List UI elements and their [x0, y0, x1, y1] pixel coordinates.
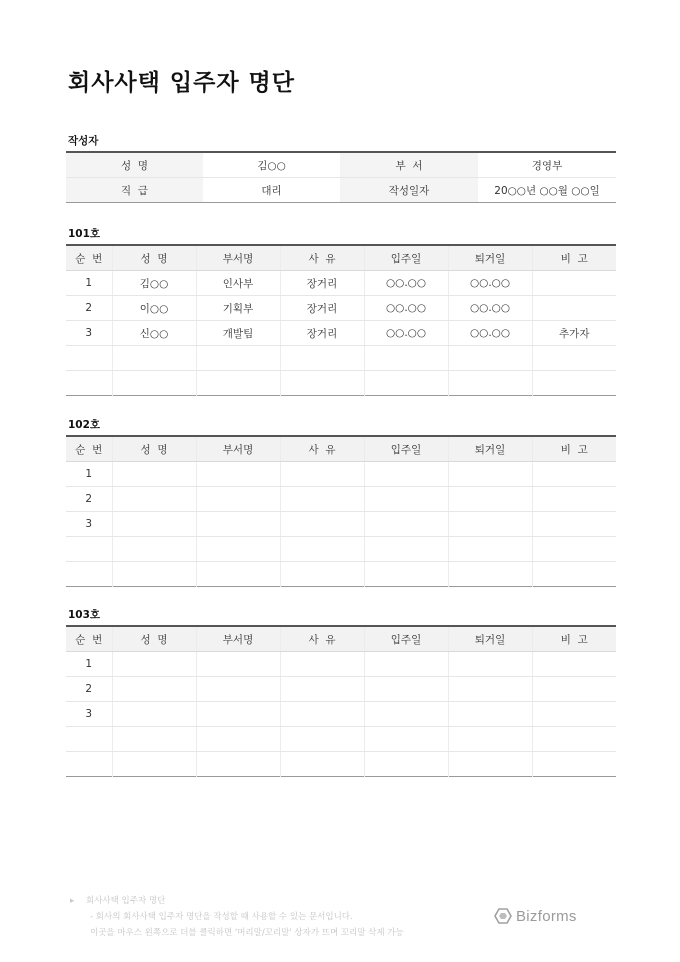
table-cell [196, 462, 280, 487]
table-cell [364, 371, 448, 396]
column-header: 퇴거일 [448, 436, 532, 462]
column-header: 퇴거일 [448, 626, 532, 652]
table-cell: 인사부 [196, 271, 280, 296]
table-row [66, 321, 616, 346]
table-cell [112, 702, 196, 727]
table-row [66, 462, 616, 487]
table-cell [196, 346, 280, 371]
table-cell [448, 487, 532, 512]
table-cell: 3 [66, 512, 112, 537]
table-cell: ○○.○○ [448, 321, 532, 346]
table-cell: 신○○ [112, 321, 196, 346]
table-cell [532, 346, 616, 371]
table-cell [66, 562, 112, 587]
table-cell [532, 752, 616, 777]
page-title: 회사사택 입주자 명단 [68, 70, 295, 96]
table-cell [66, 537, 112, 562]
table-row [66, 652, 616, 677]
table-cell [112, 462, 196, 487]
table-cell [196, 371, 280, 396]
table-cell [448, 652, 532, 677]
table-cell [532, 371, 616, 396]
table-cell [280, 752, 364, 777]
table-cell [280, 512, 364, 537]
table-cell [364, 537, 448, 562]
table-cell: 3 [66, 321, 112, 346]
table-cell [112, 371, 196, 396]
room-header-row [66, 626, 616, 652]
table-row [66, 752, 616, 777]
table-cell [196, 487, 280, 512]
room-label: 102호 [68, 419, 101, 431]
column-header: 순 번 [66, 245, 112, 271]
writer-field-label: 부 서 [340, 152, 478, 178]
column-header: 순 번 [66, 626, 112, 652]
room-table [66, 435, 616, 587]
table-cell [532, 727, 616, 752]
table-cell [448, 371, 532, 396]
table-cell: 김○○ [112, 271, 196, 296]
table-cell: ○○.○○ [448, 271, 532, 296]
column-header: 입주일 [364, 626, 448, 652]
table-row [66, 702, 616, 727]
column-header: 부서명 [196, 245, 280, 271]
footer-line-3: 이곳을 마우스 왼쪽으로 더블 클릭하면 '머리말/꼬리말' 상자가 뜨며 꼬리말 삭제 가능 [90, 928, 404, 938]
table-cell [532, 512, 616, 537]
table-cell [196, 702, 280, 727]
table-cell: ○○.○○ [364, 271, 448, 296]
table-cell [280, 727, 364, 752]
table-row [66, 677, 616, 702]
writer-field-value: 경영부 [478, 152, 616, 178]
table-cell [66, 346, 112, 371]
column-header: 입주일 [364, 436, 448, 462]
table-cell [66, 371, 112, 396]
column-header: 비 고 [532, 436, 616, 462]
column-header: 비 고 [532, 245, 616, 271]
table-cell: 2 [66, 677, 112, 702]
table-cell [196, 537, 280, 562]
table-row [66, 371, 616, 396]
room-table [66, 244, 616, 396]
table-row [66, 512, 616, 537]
writer-field-value: 김○○ [203, 152, 340, 178]
room-table [66, 625, 616, 777]
table-row [66, 487, 616, 512]
table-cell [364, 562, 448, 587]
table-cell [448, 752, 532, 777]
table-cell [532, 537, 616, 562]
table-cell [364, 487, 448, 512]
table-row [66, 727, 616, 752]
table-cell [364, 652, 448, 677]
table-cell: 1 [66, 462, 112, 487]
table-cell: ○○.○○ [448, 296, 532, 321]
table-cell [196, 752, 280, 777]
footer-line-1: ▸ 회사사택 입주자 명단 [70, 893, 404, 909]
column-header: 성 명 [112, 626, 196, 652]
table-cell [66, 727, 112, 752]
writer-field-label: 작성일자 [340, 178, 478, 203]
table-cell [66, 752, 112, 777]
table-row [66, 271, 616, 296]
table-cell [532, 296, 616, 321]
writer-row [66, 178, 616, 203]
table-cell [364, 512, 448, 537]
table-cell [112, 487, 196, 512]
table-cell [112, 512, 196, 537]
table-cell [280, 652, 364, 677]
table-cell [112, 562, 196, 587]
table-cell: 이○○ [112, 296, 196, 321]
table-cell: ○○.○○ [364, 296, 448, 321]
column-header: 부서명 [196, 626, 280, 652]
table-cell: 개발팀 [196, 321, 280, 346]
brand-name: Bizforms [516, 908, 577, 925]
column-header: 퇴거일 [448, 245, 532, 271]
table-cell: 추가자 [532, 321, 616, 346]
table-cell [280, 371, 364, 396]
table-cell [532, 271, 616, 296]
table-cell [280, 346, 364, 371]
writer-field-value: 대리 [203, 178, 340, 203]
table-cell: 장거리 [280, 296, 364, 321]
table-cell [448, 512, 532, 537]
table-cell [280, 562, 364, 587]
table-cell [532, 562, 616, 587]
table-cell [280, 702, 364, 727]
table-cell: 1 [66, 652, 112, 677]
column-header: 사 유 [280, 626, 364, 652]
bullet-icon: ▸ [70, 896, 75, 906]
table-cell: ○○.○○ [364, 321, 448, 346]
table-cell: 2 [66, 487, 112, 512]
table-cell [532, 652, 616, 677]
table-cell [364, 727, 448, 752]
table-cell [448, 562, 532, 587]
table-cell [532, 677, 616, 702]
footer-note [70, 893, 404, 941]
column-header: 입주일 [364, 245, 448, 271]
table-cell: 기획부 [196, 296, 280, 321]
table-row [66, 346, 616, 371]
table-cell [364, 752, 448, 777]
writer-section-label: 작성자 [68, 135, 99, 147]
writer-field-label: 직 급 [66, 178, 203, 203]
table-row [66, 296, 616, 321]
writer-field-label: 성 명 [66, 152, 203, 178]
table-cell [280, 462, 364, 487]
table-row [66, 562, 616, 587]
table-cell: 장거리 [280, 321, 364, 346]
table-cell [448, 537, 532, 562]
room-label: 103호 [68, 609, 101, 621]
table-cell [196, 512, 280, 537]
table-cell [112, 677, 196, 702]
table-cell [532, 462, 616, 487]
table-cell: 3 [66, 702, 112, 727]
table-cell [448, 727, 532, 752]
column-header: 부서명 [196, 436, 280, 462]
table-cell [112, 346, 196, 371]
writer-row [66, 152, 616, 178]
table-cell: 장거리 [280, 271, 364, 296]
room-header-row [66, 436, 616, 462]
table-cell [364, 346, 448, 371]
column-header: 순 번 [66, 436, 112, 462]
table-cell [112, 727, 196, 752]
table-cell [280, 487, 364, 512]
table-row [66, 537, 616, 562]
table-cell [364, 462, 448, 487]
column-header: 사 유 [280, 245, 364, 271]
table-cell [364, 677, 448, 702]
table-cell [448, 462, 532, 487]
table-cell: 2 [66, 296, 112, 321]
table-cell [280, 677, 364, 702]
bizforms-logo-icon [494, 908, 512, 928]
room-label: 101호 [68, 228, 101, 240]
writer-info-table [66, 151, 616, 203]
table-cell [364, 702, 448, 727]
table-cell: 1 [66, 271, 112, 296]
footer-line-2: - 회사의 회사사택 입주자 명단을 작성할 때 사용할 수 있는 문서입니다. [90, 912, 353, 922]
table-cell [532, 487, 616, 512]
table-cell [196, 677, 280, 702]
column-header: 성 명 [112, 245, 196, 271]
table-cell [112, 537, 196, 562]
table-cell [448, 702, 532, 727]
table-cell [280, 537, 364, 562]
column-header: 성 명 [112, 436, 196, 462]
table-cell [196, 727, 280, 752]
column-header: 사 유 [280, 436, 364, 462]
writer-field-value: 20○○년 ○○월 ○○일 [478, 178, 616, 203]
table-cell [196, 562, 280, 587]
table-cell [196, 652, 280, 677]
table-cell [448, 677, 532, 702]
room-header-row [66, 245, 616, 271]
table-cell [532, 702, 616, 727]
table-cell [448, 346, 532, 371]
table-cell [112, 752, 196, 777]
table-cell [112, 652, 196, 677]
bizforms-brand [494, 908, 577, 928]
column-header: 비 고 [532, 626, 616, 652]
